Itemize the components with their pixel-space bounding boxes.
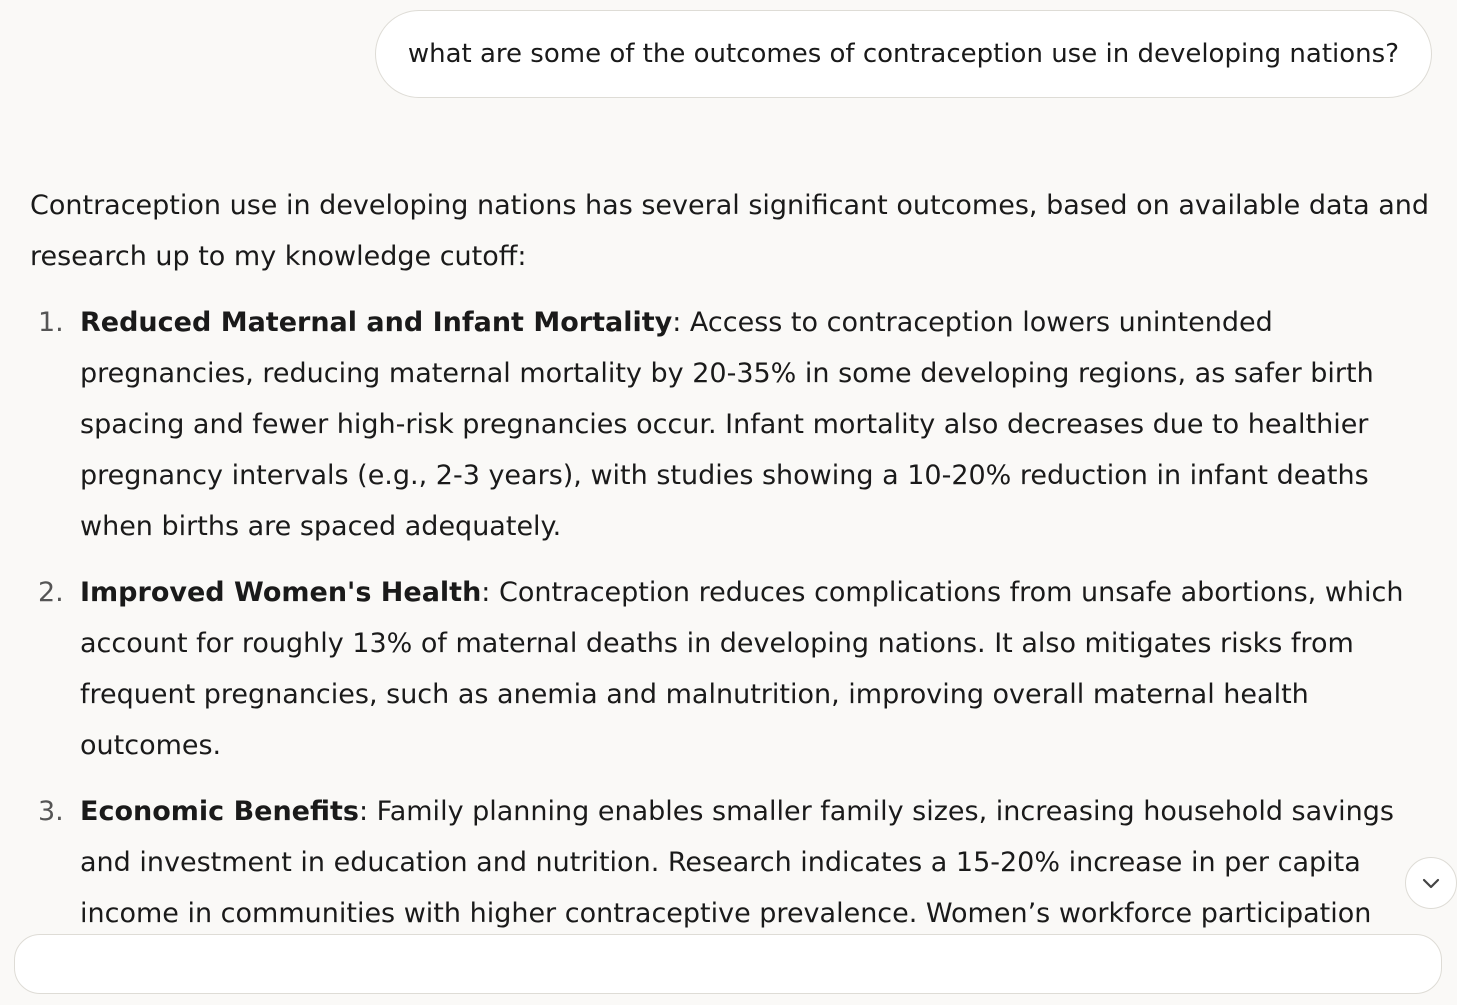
list-item-number: 3. [38, 796, 64, 827]
list-item [30, 567, 1430, 771]
list-item-title: Reduced Maternal and Infant Mortality [80, 307, 673, 338]
chevron-down-icon [1419, 871, 1443, 895]
message-composer[interactable] [14, 934, 1442, 994]
list-item-body: : Access to contraception lowers unintended pregnancies, reducing maternal mortality by 20-35% in some developing regions, as safer birth spacing and fewer high-risk pregnancies occur. Infant mortality also decreases due to healthier pregnancy intervals (e.g., 2-3 years), with studies showing a 10-20% reduction in infant deaths when births are spaced adequately. [80, 307, 1374, 542]
list-item [30, 297, 1430, 552]
scroll-down-button[interactable] [1405, 857, 1457, 909]
outcomes-list [30, 297, 1430, 990]
list-item-number: 2. [38, 577, 64, 608]
list-item-title: Economic Benefits [80, 796, 359, 827]
user-message-text: what are some of the outcomes of contraception use in developing nations? [407, 39, 1399, 69]
user-message-bubble [375, 10, 1432, 98]
list-item-number: 1. [38, 307, 64, 338]
response-intro: Contraception use in developing nations has several significant outcomes, based on available data and research up to my knowledge cutoff: [30, 190, 1430, 272]
list-item-body: : Family planning enables smaller family sizes, increasing household savings and investment in education and nutrition. Research indicates a 15-20% increase in per capita income in communities with higher contraceptive prevalence. Women’s workforce participation [80, 796, 1394, 929]
list-item-body: : Contraception reduces complications from unsafe abortions, which account for roughly 13% of maternal deaths in developing nations. It also mitigates risks from frequent pregnancies, such as anemia and malnutrition, improving overall maternal health outcomes. [80, 577, 1404, 761]
list-item-title: Improved Women's Health [80, 577, 482, 608]
assistant-response [30, 180, 1430, 1005]
